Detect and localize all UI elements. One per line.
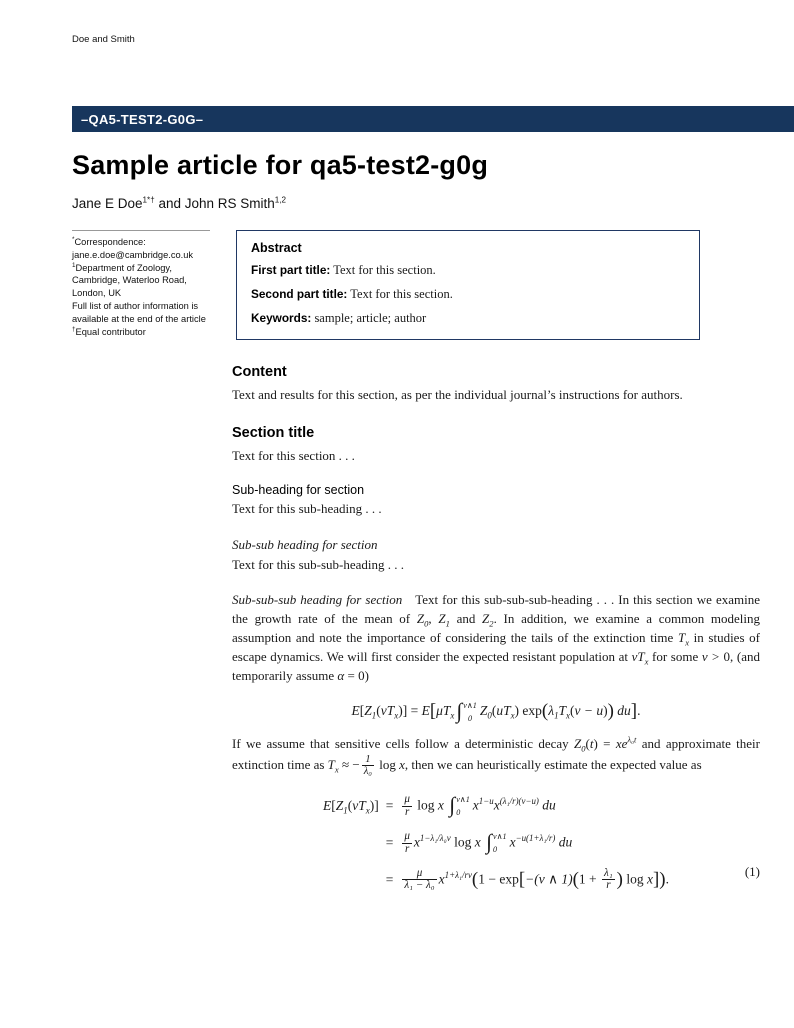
run-in-paragraph: Sub-sub-sub heading for section Text for this sub-sub-sub-heading . . . In this section we examine the growth rate of the mean of $Z_0$, $Z_1$ and $Z_2$. In addition, we examine a common modeling assumption and note the importance of considering the tails of the extinction time $T_x$ in studies of escape dynamics. We will first consider the expected resistant population at $vT_x$ for some v > 0, (and temporarily assume α = 0) <box>232 592 761 683</box>
sub-sub-heading: Sub-sub heading for section <box>232 537 378 553</box>
equation-rhs: $\frac{\mu}{r}$ log x ∫ v∧1 0 $x^{1-u}x^{(\lambda_1/r)(v-u)}$ du <box>404 792 556 818</box>
abstract-field-text: Text for this section. <box>330 263 436 277</box>
equation-number: (1) <box>744 864 760 880</box>
journal-banner <box>72 106 794 132</box>
equation-relation: = <box>385 835 394 851</box>
abstract-row <box>251 310 685 327</box>
author-notes <box>72 230 210 340</box>
paragraph: Text for this section . . . <box>232 447 355 463</box>
equation-lhs: $E[Z_1(vT_x)]$ <box>323 798 379 817</box>
abstract-row <box>251 286 685 303</box>
article-title: Sample article for qa5-test2-g0g <box>72 150 489 180</box>
paragraph: If we assume that sensitive cells follow a deterministic decay $Z_0(t) = xe^{\lambda_0t}$ and approximate their extinction time as $T_x$ ≈ − $\frac{1}{\text{λ₀}}$ log x, then we can heuristically estimate the expected value as <box>232 734 760 778</box>
affiliation-line: Cambridge, Waterloo Road, <box>72 275 187 286</box>
article-body <box>232 364 760 893</box>
author-info-note: Full list of author information is <box>72 301 199 312</box>
display-equation: $E[Z_1(vT_x)] = E[\mu T_x$ ∫ v∧1 0 $Z_0(uT_x) \exp(\lambda_1T_x(v - u))$ du]. <box>351 699 641 724</box>
paragraph: Text for this sub-sub-heading . . . <box>232 557 405 573</box>
author-info-note: available at the end of the article <box>72 313 206 324</box>
abstract-row <box>251 262 685 279</box>
paragraph: Text and results for this section, as per the individual journal’s instructions for authors. <box>232 386 683 402</box>
affiliation-line: London, UK <box>72 288 122 299</box>
sub-heading: Sub-heading for section <box>232 483 365 498</box>
abstract-field-text: sample; article; author <box>311 310 427 325</box>
front-matter-row <box>72 230 760 340</box>
aligned-equation-block <box>232 794 760 893</box>
equation-rhs: $\frac{\mu}{r}$ $x^{1-\lambda_1/\lambda_0v}$ log x ∫ v∧1 0 $x^{-u(1+\lambda_1/r)}$ du <box>404 829 573 855</box>
banner-text: –QA5-TEST2-G0G– <box>81 111 204 127</box>
equation-relation: = <box>385 872 394 888</box>
equal-contributor-note: †Equal contributor <box>72 325 146 337</box>
section-heading-content: Content <box>232 363 287 380</box>
abstract-field-label: Keywords: <box>251 310 312 325</box>
equation-relation: = <box>385 798 394 814</box>
abstract-field-label: Second part title: <box>251 286 348 301</box>
correspondence-label: *Correspondence: <box>72 235 146 247</box>
abstract-box <box>236 230 700 340</box>
abstract-title: Abstract <box>251 241 302 255</box>
abstract-field-label: First part title: <box>251 263 331 277</box>
affiliation-line: $^1$Department of Zoology, <box>72 261 172 273</box>
abstract-field-text: Text for this section. <box>347 286 453 301</box>
section-heading-title: Section title <box>232 424 315 441</box>
running-head: Doe and Smith <box>72 34 135 45</box>
equation-rhs: $\frac{\mu}{\text{λ₁ − λ₀}}$ $x^{1+\lambda_1/rv}(1 - \exp[-(v$ ∧ 1)(1 + $\frac{\text{λ₁}}{r}$ ) log x]). <box>404 866 669 892</box>
correspondence-email: jane.e.doe@cambridge.co.uk <box>72 249 194 260</box>
authors-line: Jane E Doe$^{1*\dagger}$ and John RS Smith$^{1,2}$ <box>72 195 287 211</box>
paragraph: Text for this sub-heading . . . <box>232 501 382 517</box>
